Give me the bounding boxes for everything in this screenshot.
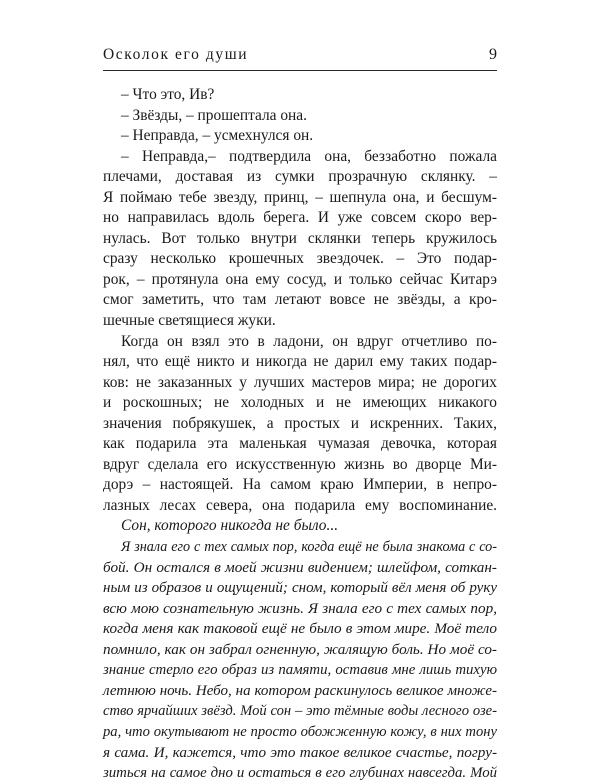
text-line: летнюю ночь. Небо, на котором раскинулось великое множе- [103, 682, 497, 699]
text-line: нулась. Вот только внутри склянки теперь кружилось [103, 229, 497, 247]
text-line: нял, что ещё никто и никогда не дарил ему таких подар- [103, 353, 497, 371]
text-line: ство ярчайших звёзд. Мой сон – это тёмные воды лесного озе- [103, 703, 497, 720]
text-line: – Звёзды, – прошептала она. [121, 106, 307, 124]
text-line: вдруг сделала его искусственную жизнь во дворце Ми- [103, 455, 497, 473]
text-line: сразу несколько крошечных звездочек. – Это подар- [103, 250, 497, 268]
text-line: – Что это, Ив? [121, 86, 215, 103]
text-line: Сон, которого никогда не было... [121, 517, 339, 535]
text-line: всю мою сознательную жизнь. Я знала его с тех самых пор, [103, 599, 497, 617]
page-header [103, 44, 497, 68]
text-line: но направилась вдоль берега. И уже совсем скоро вер- [103, 209, 497, 227]
text-line: ков: не заказанных у лучших мастеров мира; не дорогих [103, 373, 497, 391]
text-line: – Неправда,– подтвердила она, беззаботно пожала [121, 147, 497, 165]
text-line: дорэ – настоящей. На самом краю Империи, в непро- [103, 476, 497, 494]
running-title: Осколок его души [103, 46, 249, 63]
text-line: лазных лесах севера, она подарила ему воспоминание. [103, 496, 497, 514]
text-line: шечные светящиеся жуки. [103, 312, 276, 330]
text-line: рок, – протянула она ему сосуд, и только сейчас Китарэ [103, 270, 497, 288]
text-line: и роскошных; не холодных и не имеющих никакого [103, 394, 497, 412]
text-line: бой. Он остался в моей жизни видением; шлейфом, соткан- [103, 558, 497, 576]
text-line: Я знала его с тех самых пор, когда ещё не была знакома с со- [121, 539, 497, 556]
text-line: плечами, доставая из сумки прозрачную склянку. – [103, 168, 497, 186]
body-text [103, 85, 497, 784]
text-line: зиться на самое дно и остаться в его глубинах навсегда. Мой [103, 765, 497, 782]
header-rule [103, 70, 497, 71]
text-line: я сама. И, кажется, что это такое великое счастье, погру- [103, 743, 497, 761]
text-line: когда меня как таковой ещё не было в этом мире. Моё тело [103, 620, 497, 638]
text-line: помнило, как он забрал огненную, жалящую боль. Но моё со- [103, 640, 497, 658]
text-line: Когда он взял это в ладони, он вдруг отчетливо по- [121, 332, 497, 350]
text-line: как подарила эта маленькая чумазая девочка, которая [103, 435, 497, 453]
text-line: ра, что окутывают не просто обожженную кожу, в них тону [103, 723, 497, 740]
text-line: смог заметить, что там летают вовсе не звёзды, а кро- [103, 291, 497, 309]
text-line: Я поймаю тебе звезду, принц, – шепнула она, и бесшум- [103, 188, 497, 206]
text-line: значения побрякушек, а простых и искренних. Таких, [103, 414, 497, 432]
text-line: ным из образов и ощущений; сном, который вёл меня об руку [103, 580, 497, 597]
text-line: знание стерло его образ из памяти, оставив мне лишь тихую [103, 662, 497, 679]
text-line: – Неправда, – усмехнулся он. [121, 127, 314, 145]
page-number: 9 [489, 46, 497, 63]
